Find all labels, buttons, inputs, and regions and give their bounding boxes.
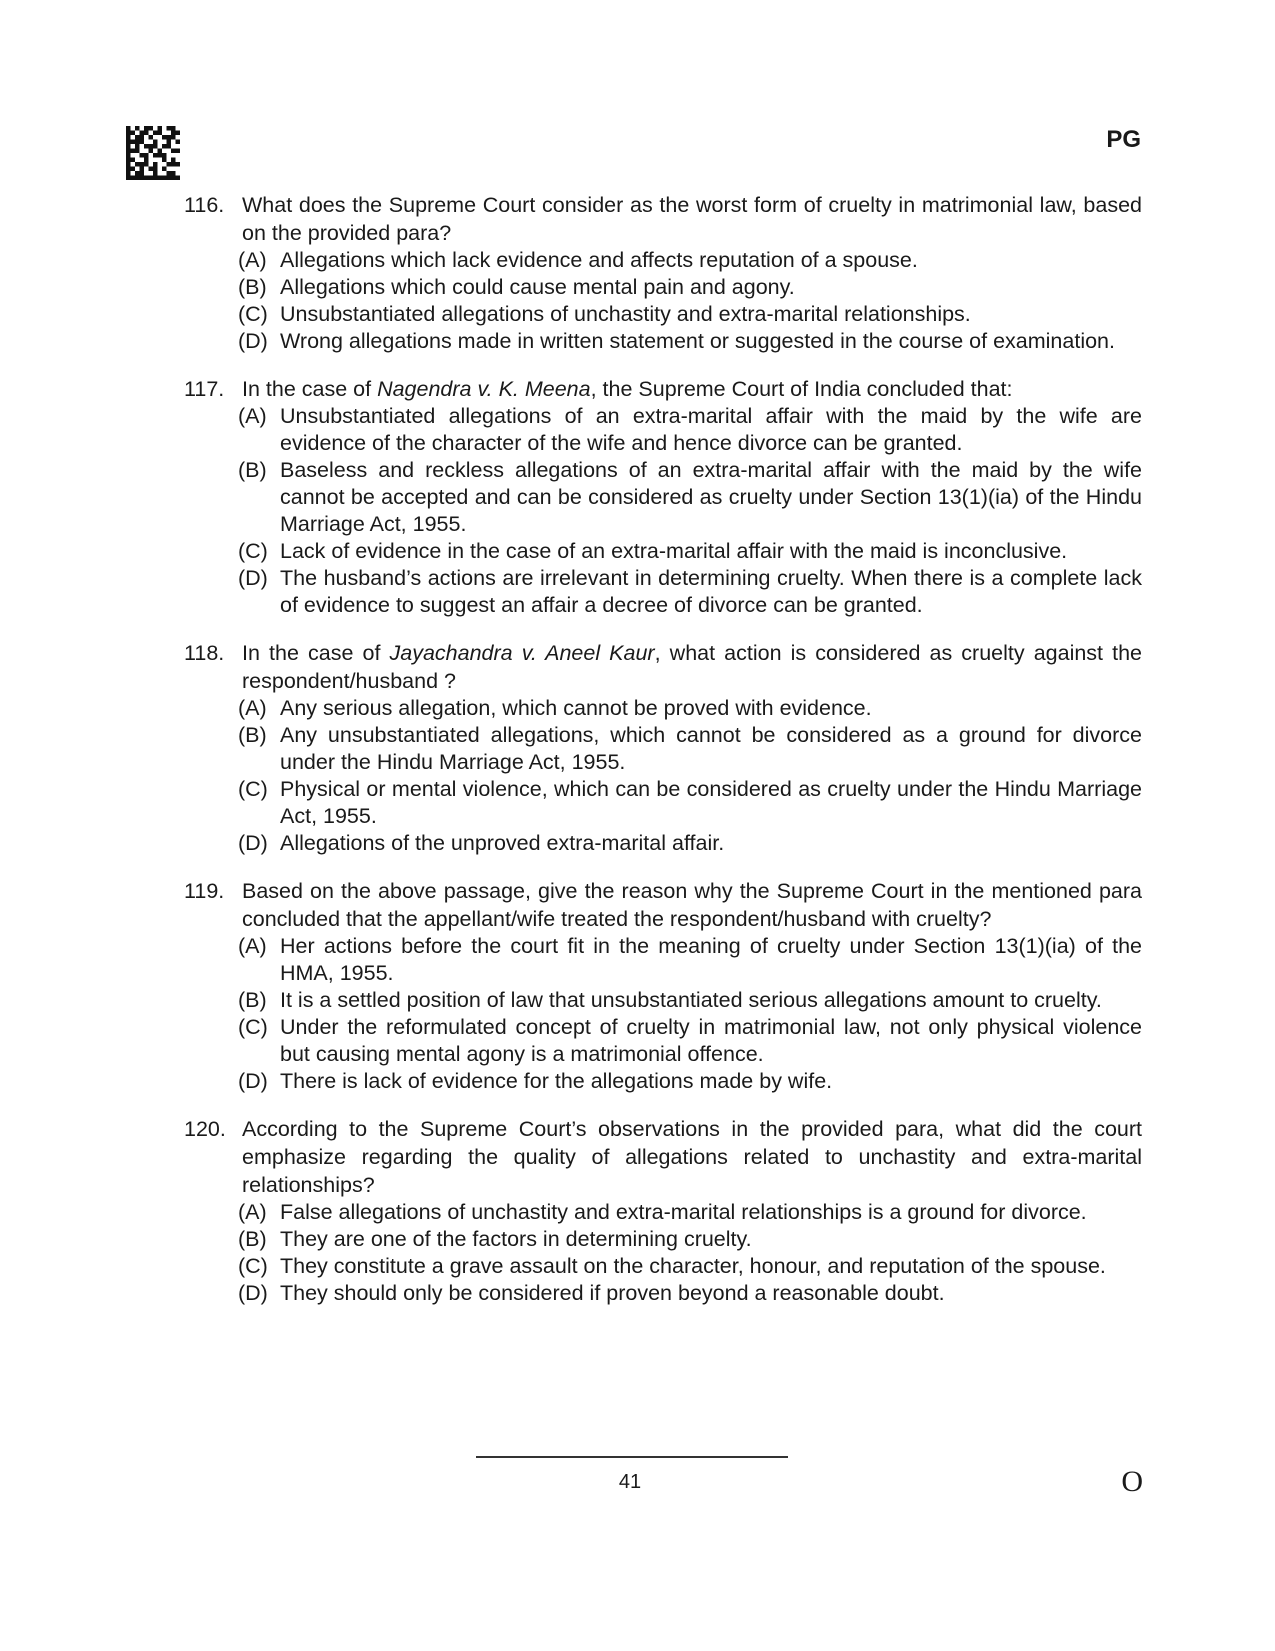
question-text [242,375,1142,403]
series-code: O [1121,1465,1143,1498]
option-text: Allegations of the unproved extra-marital affair. [280,831,725,855]
question-119 [184,877,1142,1095]
case-name: Nagendra v. K. Meena [377,377,591,401]
option-label: (C) [238,302,268,326]
option-label: (C) [238,1015,268,1039]
option-label: (C) [238,1254,268,1278]
option [238,722,1142,776]
question-number: 120. [184,1117,226,1141]
question-text-before: In the case of [242,641,390,665]
option [238,1014,1142,1068]
option [238,301,1142,328]
option-text: Allegations which lack evidence and affects reputation of a spouse. [280,248,918,272]
option-text: Under the reformulated concept of cruelty in matrimonial law, not only physical violence but causing mental agony is a matrimonial offence. [280,1015,1142,1066]
option-text: The husband’s actions are irrelevant in determining cruelty. When there is a complete lack of evidence to suggest an affair a decree of divorce can be granted. [280,566,1142,617]
question-text: What does the Supreme Court consider as the worst form of cruelty in matrimonial law, based on the provided para? [242,193,1142,245]
question-text [242,639,1142,695]
option [238,247,1142,274]
option-label: (B) [238,988,267,1012]
question-number: 116. [184,193,225,217]
question-text-before: In the case of [242,377,378,401]
question-text: According to the Supreme Court’s observations in the provided para, what did the court emphasize regarding the quality of allegations related to unchastity and extra-marital relationships? [242,1117,1142,1197]
option-text: Any serious allegation, which cannot be proved with evidence. [280,696,872,720]
question-116 [184,191,1142,355]
question-number: 119. [184,879,225,903]
option-label: (C) [238,539,268,563]
option-text: False allegations of unchastity and extra-marital relationships is a ground for divorce. [280,1200,1087,1224]
option [238,538,1142,565]
question-text-after: , what action is considered as cruelty against the respondent/husband ? [242,641,1142,693]
question-text: Based on the above passage, give the reason why the Supreme Court in the mentioned para concluded that the appellant/wife treated the respondent/husband with cruelty? [242,879,1142,931]
option-text: Physical or mental violence, which can be considered as cruelty under the Hindu Marriage Act, 1955. [280,777,1142,828]
option [238,695,1142,722]
question-117 [184,375,1142,619]
option-text: They are one of the factors in determining cruelty. [280,1227,752,1251]
option-text: There is lack of evidence for the allegations made by wife. [280,1069,833,1093]
option-text: Unsubstantiated allegations of an extra-marital affair with the maid by the wife are evidence of the character of the wife and hence divorce can be granted. [280,404,1142,455]
option-text: Allegations which could cause mental pain and agony. [280,275,795,299]
option [238,328,1142,355]
option [238,1226,1142,1253]
qr-code-icon [126,126,180,180]
option [238,565,1142,619]
option-label: (B) [238,275,267,299]
option-label: (D) [238,329,268,353]
option-text: Unsubstantiated allegations of unchastity and extra-marital relationships. [280,302,971,326]
option [238,1199,1142,1226]
question-number: 117. [184,377,225,401]
option [238,1068,1142,1095]
option-label: (A) [238,248,267,272]
option-text: Her actions before the court fit in the meaning of cruelty under Section 13(1)(ia) of the HMA, 1955. [280,934,1142,985]
option-text: They should only be considered if proven beyond a reasonable doubt. [280,1281,945,1305]
option [238,457,1142,538]
footer-divider [476,1456,788,1458]
option-label: (B) [238,458,267,482]
option-label: (D) [238,1281,268,1305]
option [238,776,1142,830]
option [238,403,1142,457]
option-text: Baseless and reckless allegations of an extra-marital affair with the maid by the wife cannot be accepted and can be considered as cruelty under Section 13(1)(ia) of the Hindu Marriage Act, 1955. [280,458,1142,536]
option [238,987,1142,1014]
question-118 [184,639,1142,857]
option-label: (D) [238,1069,268,1093]
option-label: (D) [238,566,268,590]
option-text: Wrong allegations made in written statement or suggested in the course of examination. [280,329,1115,353]
option [238,1253,1142,1280]
page-number: 41 [618,1471,642,1493]
option-label: (B) [238,1227,267,1251]
option-label: (D) [238,831,268,855]
question-text-after: , the Supreme Court of India concluded that: [590,377,1013,401]
option-text: Any unsubstantiated allegations, which cannot be considered as a ground for divorce under the Hindu Marriage Act, 1955. [280,723,1142,774]
case-name: Jayachandra v. Aneel Kaur [389,641,655,665]
question-120 [184,1115,1142,1307]
option-label: (A) [238,696,267,720]
option-label: (A) [238,404,267,428]
option-text: Lack of evidence in the case of an extra-marital affair with the maid is inconclusive. [280,539,1068,563]
option-label: (A) [238,1200,267,1224]
booklet-code: PG [1106,126,1141,153]
option-text: It is a settled position of law that unsubstantiated serious allegations amount to cruelty. [280,988,1102,1012]
option-text: They constitute a grave assault on the character, honour, and reputation of the spouse. [280,1254,1106,1278]
option [238,274,1142,301]
option-label: (B) [238,723,267,747]
question-number: 118. [184,641,225,665]
option [238,830,1142,857]
option [238,1280,1142,1307]
option-label: (C) [238,777,268,801]
question-list [184,191,1142,1327]
option [238,933,1142,987]
option-label: (A) [238,934,267,958]
